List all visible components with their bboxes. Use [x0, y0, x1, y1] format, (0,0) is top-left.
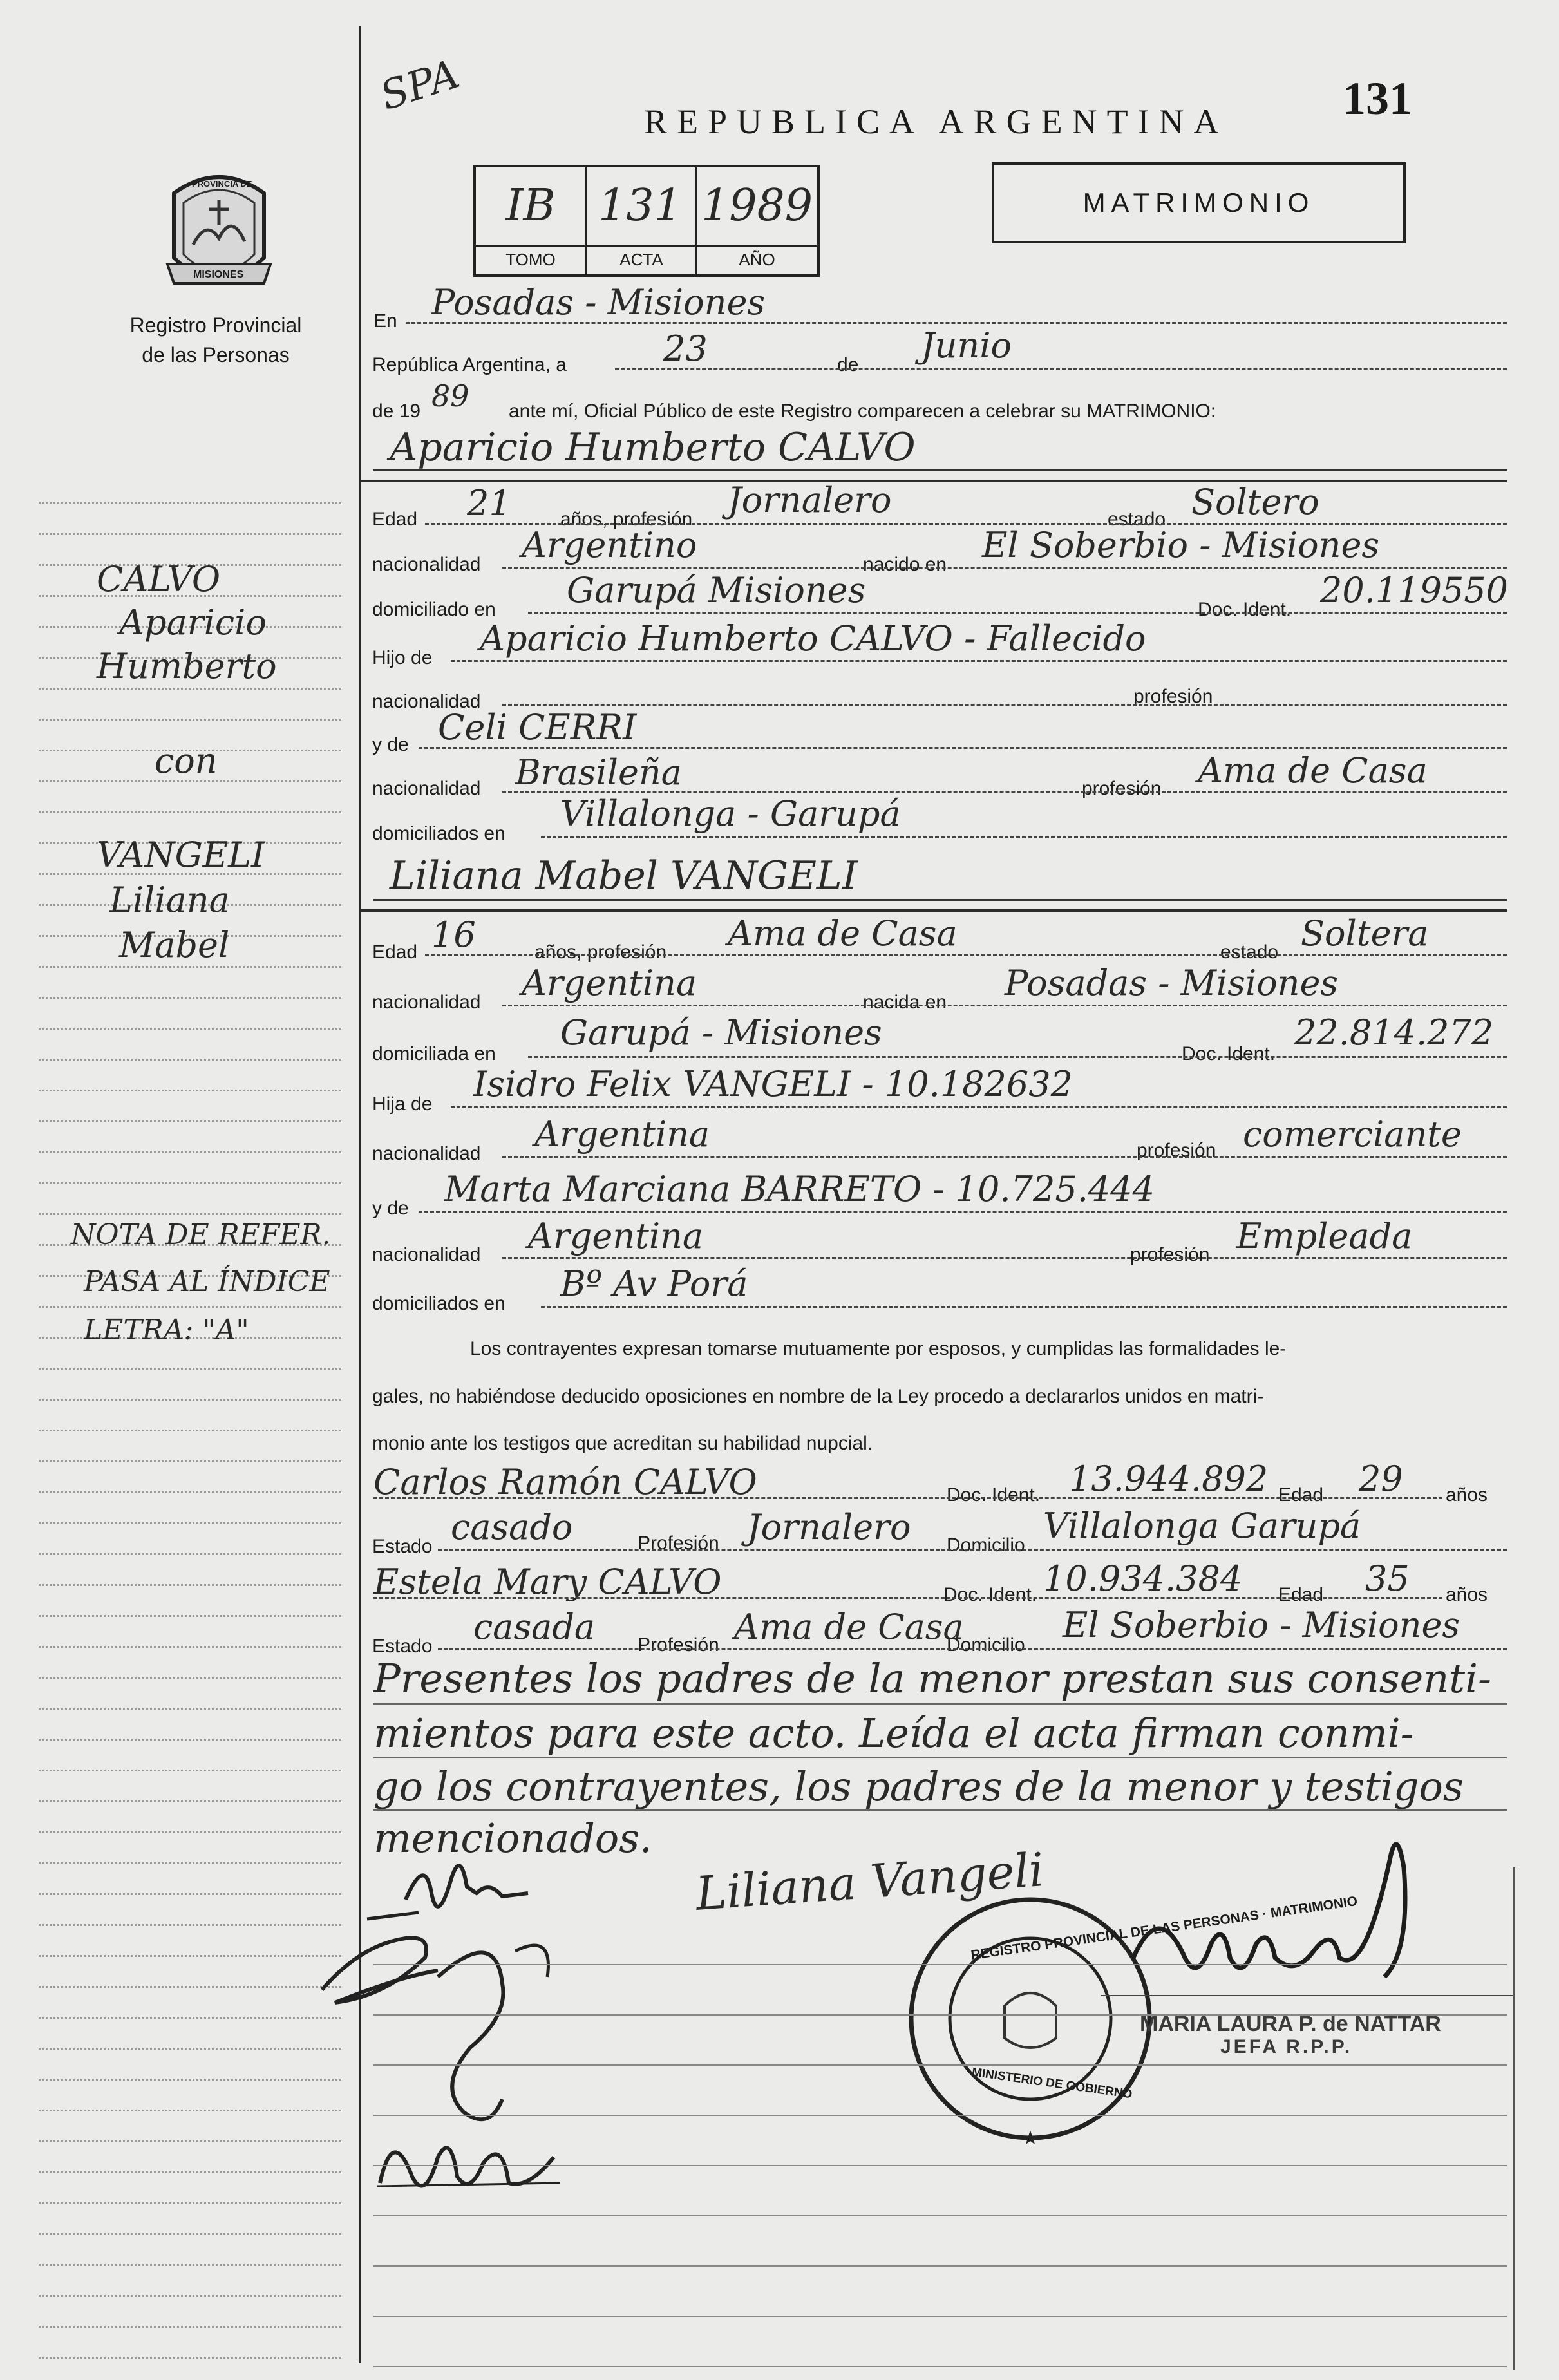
fill-line: [406, 322, 1507, 324]
section-separator: [361, 480, 1507, 482]
margin-rule: [39, 1028, 341, 1030]
label-nacionalidad: nacionalidad: [372, 691, 481, 712]
margin-rule: [39, 1491, 341, 1493]
margin-wife-surname: VANGELI: [97, 835, 265, 875]
groom-mother-nationality: Brasileña: [515, 752, 682, 793]
margin-rule: [39, 1708, 341, 1710]
fill-line: [502, 1257, 1507, 1259]
groom-parents-domicile: Villalonga - Garupá: [560, 793, 901, 834]
seal-upper-text: PROVINCIA DE: [192, 179, 252, 189]
groom-civil-state: Soltero: [1191, 482, 1319, 522]
ano-label: AÑO: [739, 250, 775, 269]
fill-line: [451, 660, 1507, 662]
margin-rule: [39, 1213, 341, 1215]
body-rule: [373, 2014, 1507, 2016]
acta-value: 131: [598, 180, 682, 231]
label-nacionalidad: nacionalidad: [372, 1143, 481, 1164]
day-value: 23: [663, 328, 708, 369]
fill-line: [373, 469, 1507, 471]
fill-line: [528, 1056, 1507, 1058]
margin-rule: [39, 1522, 341, 1524]
registry-name-line2: de las Personas: [142, 343, 290, 366]
notes-line2: mientos para este acto. Leída el acta firman conmi-: [373, 1710, 1414, 1757]
label-nacionalidad: nacionalidad: [372, 778, 481, 799]
tomo-value: IB: [505, 180, 556, 231]
label-domiciliada-en: domiciliada en: [372, 1043, 496, 1064]
margin-rule: [39, 1306, 341, 1308]
label-profesion: Profesión: [638, 1634, 719, 1656]
label-comparecen: ante mí, Oficial Público de este Registro comparecen a celebrar su MATRIMONIO:: [509, 401, 1216, 422]
margin-rule: [39, 1553, 341, 1555]
witness2-state: casada: [473, 1607, 596, 1647]
label-y-de: y de: [372, 1198, 409, 1219]
margin-wife-name1: Liliana: [109, 880, 230, 920]
margin-rule: [39, 719, 341, 721]
body-rule: [373, 2064, 1507, 2066]
fill-line: [502, 567, 1507, 569]
margin-rule: [39, 1399, 341, 1401]
body-rule: [373, 2115, 1507, 2116]
label-profesion: Profesión: [638, 1533, 719, 1554]
margin-rule: [39, 2202, 341, 2204]
place-value: Posadas - Misiones: [431, 282, 766, 323]
statement-line1: Los contrayentes expresan tomarse mutuamente por esposos, y cumplidas las formalidades le-: [470, 1338, 1287, 1359]
body-rule: [373, 1964, 1507, 1965]
margin-rule: [39, 1893, 341, 1895]
fill-line: [373, 1597, 1442, 1599]
fill-line: [1101, 1995, 1513, 1996]
country-title: REPUBLICA ARGENTINA: [644, 102, 1229, 141]
margin-rule: [39, 1151, 341, 1153]
groom-name: Aparicio Humberto CALVO: [390, 425, 916, 470]
statement-line2: gales, no habiéndose deducido oposiciones en nombre de la Ley procedo a declararlos unidos en matri-: [372, 1386, 1264, 1407]
margin-rule: [39, 2140, 341, 2142]
year-suffix: 89: [431, 379, 469, 413]
fill-line: [373, 1703, 1507, 1705]
bride-father-nationality: Argentina: [534, 1114, 710, 1155]
bride-age: 16: [431, 914, 476, 955]
label-estado: estado: [1108, 509, 1166, 530]
fill-line: [373, 899, 1507, 901]
label-edad: Edad: [1278, 1484, 1324, 1506]
groom-mother: Celi CERRI: [438, 707, 637, 748]
label-edad: Edad: [372, 509, 418, 530]
label-nacionalidad: nacionalidad: [372, 554, 481, 575]
label-hija-de: Hija de: [372, 1093, 433, 1115]
label-domiciliado-en: domiciliado en: [372, 599, 496, 620]
label-domiciliados-en: domiciliados en: [372, 1293, 505, 1314]
statement-line3: monio ante los testigos que acreditan su habilidad nupcial.: [372, 1433, 873, 1454]
doc-type-box: [992, 162, 1406, 243]
fill-line: [419, 1211, 1507, 1213]
right-edge-rule: [1513, 1867, 1515, 2370]
witness2-name: Estela Mary CALVO: [373, 1562, 722, 1602]
ref-number-box: [473, 165, 820, 277]
label-doc-ident: Doc. Ident.: [947, 1484, 1041, 1506]
margin-rule: [39, 1924, 341, 1926]
acta-label: ACTA: [619, 250, 663, 269]
margin-rule: [39, 1059, 341, 1061]
fill-line: [438, 1648, 1507, 1650]
official-title: JEFA R.P.P.: [1220, 2036, 1353, 2057]
witness1-domicile: Villalonga Garupá: [1043, 1506, 1361, 1546]
registry-name-line1: Registro Provincial: [129, 314, 302, 337]
groom-age: 21: [467, 483, 511, 524]
label-doc-ident: Doc. Ident.: [1198, 599, 1292, 620]
stamp-inner-text: MINISTERIO DE GOBIERNO: [970, 2065, 1133, 2102]
margin-rule: [39, 1430, 341, 1431]
margin-rule: [39, 2264, 341, 2266]
margin-rule: [39, 1955, 341, 1957]
fill-line: [419, 747, 1507, 749]
bride-domicile: Garupá - Misiones: [560, 1012, 882, 1053]
bride-mother-nationality: Argentina: [528, 1216, 704, 1256]
witness1-name: Carlos Ramón CALVO: [373, 1462, 757, 1502]
margin-rule: [39, 1090, 341, 1091]
witness1-state: casado: [451, 1507, 573, 1547]
margin-note-line1: NOTA DE REFER.: [71, 1218, 331, 1251]
label-profesion: profesión: [1133, 686, 1213, 707]
official-name: MARIA LAURA P. de NATTAR: [1140, 2012, 1441, 2036]
witness2-profession: Ama de Casa: [734, 1607, 964, 1647]
bride-profession: Ama de Casa: [728, 913, 958, 954]
label-anos: años: [1446, 1484, 1488, 1506]
label-anos: años: [1446, 1584, 1488, 1605]
official-signature: [1120, 1829, 1481, 2035]
label-edad: Edad: [1278, 1584, 1324, 1605]
fill-line: [425, 954, 1507, 956]
groom-doc: 20.119550: [1320, 570, 1509, 610]
bride-parents-domicile: Bº Av Porá: [560, 1263, 748, 1304]
margin-wife-name2: Mabel: [119, 925, 230, 965]
margin-rule: [39, 2171, 341, 2173]
margin-note-line2: PASA AL ÍNDICE: [84, 1265, 330, 1298]
margin-rule: [39, 1677, 341, 1679]
bride-doc: 22.814.272: [1294, 1012, 1494, 1053]
fill-line: [528, 612, 1507, 614]
witness-signature: [373, 2119, 580, 2209]
margin-rule: [39, 2079, 341, 2081]
fill-line: [615, 368, 1507, 370]
label-domiciliados-en: domiciliados en: [372, 823, 505, 844]
margin-husband-surname: CALVO: [97, 559, 221, 600]
margin-rule: [39, 2295, 341, 2297]
margin-rule: [39, 997, 341, 999]
label-profesion: profesión: [1137, 1140, 1216, 1161]
label-hijo-de: Hijo de: [372, 647, 433, 668]
label-de19: de 19: [372, 401, 421, 422]
page-number: 131: [1343, 73, 1412, 124]
notes-line3: go los contrayentes, los padres de la menor y testigos: [373, 1763, 1464, 1810]
bride-father: Isidro Felix VANGELI - 10.182632: [473, 1064, 1073, 1104]
label-nacida-en: nacida en: [863, 992, 947, 1013]
seal-lower-text: MISIONES: [193, 269, 244, 280]
margin-husband-name2: Humberto: [97, 646, 277, 686]
margin-rule: [39, 502, 341, 504]
bride-mother: Marta Marciana BARRETO - 10.725.444: [444, 1169, 1155, 1209]
witness2-age: 35: [1365, 1558, 1410, 1599]
label-nacionalidad: nacionalidad: [372, 992, 481, 1013]
margin-rule: [39, 1120, 341, 1122]
label-y-de: y de: [372, 734, 409, 755]
margin-rule: [39, 1460, 341, 1462]
fill-line: [502, 704, 1507, 706]
label-domicilio: Domicilio: [947, 1535, 1025, 1556]
witness2-domicile: El Soberbio - Misiones: [1063, 1605, 1460, 1645]
svg-text:★: ★: [1021, 2128, 1039, 2148]
bride-civil-state: Soltera: [1301, 913, 1429, 954]
margin-rule: [39, 688, 341, 690]
label-de: de: [837, 354, 859, 375]
margin-rule: [39, 1986, 341, 1988]
margin-rule: [39, 533, 341, 535]
fill-line: [502, 1005, 1507, 1006]
fill-line: [373, 1809, 1507, 1811]
groom-domicile: Garupá Misiones: [567, 570, 866, 610]
notes-line4: mencionados.: [373, 1815, 652, 1862]
section-separator: [361, 909, 1507, 912]
fill-line: [438, 1549, 1507, 1551]
bride-name: Liliana Mabel VANGELI: [390, 853, 858, 898]
groom-nationality: Argentino: [522, 525, 697, 565]
body-rule: [373, 2316, 1507, 2317]
fill-line: [502, 1156, 1507, 1158]
margin-rule: [39, 1368, 341, 1370]
margin-rule: [39, 1831, 341, 1833]
groom-mother-profession: Ama de Casa: [1198, 750, 1428, 791]
margin-rule: [39, 1646, 341, 1648]
body-rule: [373, 2165, 1507, 2166]
bride-nationality: Argentina: [522, 963, 697, 1003]
margin-rule: [39, 811, 341, 813]
fill-line: [373, 1497, 1442, 1499]
label-anos-profesion: años, profesión: [560, 509, 693, 530]
groom-born-in: El Soberbio - Misiones: [982, 525, 1380, 565]
bride-father-profession: comerciante: [1243, 1114, 1462, 1155]
ano-value: 1989: [701, 180, 813, 231]
body-rule: [373, 2366, 1507, 2367]
margin-rule: [39, 2110, 341, 2111]
witness1-doc: 13.944.892: [1069, 1459, 1269, 1499]
fill-line: [502, 791, 1507, 793]
margin-rule: [39, 2017, 341, 2019]
fill-line: [451, 1106, 1507, 1108]
margin-rule: [39, 2233, 341, 2235]
witness1-age: 29: [1359, 1459, 1403, 1499]
body-rule: [373, 2215, 1507, 2216]
fill-line: [541, 1306, 1507, 1308]
margin-rule: [39, 1615, 341, 1617]
fill-line: [541, 836, 1507, 838]
label-doc-ident: Doc. Ident.: [1182, 1043, 1276, 1064]
witness1-profession: Jornalero: [747, 1507, 911, 1547]
label-en: En: [373, 310, 397, 332]
margin-note-line3: LETRA: "A": [84, 1314, 249, 1346]
tomo-label: TOMO: [505, 250, 556, 269]
witness2-doc: 10.934.384: [1043, 1558, 1243, 1599]
fill-line: [373, 1757, 1507, 1758]
label-edad: Edad: [372, 941, 418, 963]
margin-con: con: [155, 741, 218, 781]
label-profesion: profesión: [1082, 778, 1162, 799]
margin-rule: [39, 2326, 341, 2328]
margin-rule: [39, 1182, 341, 1184]
margin-rule: [39, 2357, 341, 2359]
margin-rule: [39, 2048, 341, 2050]
body-rule: [373, 2265, 1507, 2267]
margin-rule: [39, 1584, 341, 1586]
label-estado: Estado: [372, 1636, 433, 1657]
stamp-ring-text: REGISTRO PROVINCIAL DE LAS PERSONAS · MATRIMONIO: [970, 1893, 1359, 1963]
provincial-seal: [155, 167, 283, 303]
bride-signature: Liliana Vangeli: [694, 1842, 1046, 1921]
box-divider: [476, 245, 817, 247]
label-estado: estado: [1220, 941, 1279, 963]
groom-father: Aparicio Humberto CALVO - Fallecido: [480, 618, 1146, 659]
margin-rule: [39, 1770, 341, 1771]
label-nacido-en: nacido en: [863, 554, 947, 575]
doc-type-label: MATRIMONIO: [1082, 187, 1315, 218]
corner-initials: SPA: [374, 50, 465, 120]
margin-husband-name1: Aparicio: [119, 602, 267, 643]
label-estado: Estado: [372, 1536, 433, 1557]
label-domicilio: Domicilio: [947, 1634, 1025, 1656]
label-nacionalidad: nacionalidad: [372, 1244, 481, 1265]
bride-mother-profession: Empleada: [1236, 1216, 1413, 1256]
margin-rule: [39, 1739, 341, 1741]
label-anos-profesion: años, profesión: [534, 941, 667, 963]
label-doc-ident: Doc. Ident.: [943, 1584, 1037, 1605]
label-profesion: profesión: [1130, 1244, 1210, 1265]
margin-rule: [39, 1800, 341, 1802]
bride-born-in: Posadas - Misiones: [1005, 963, 1339, 1003]
label-republica: República Argentina, a: [372, 354, 567, 375]
month-value: Junio: [921, 325, 1012, 366]
notes-line1: Presentes los padres de la menor prestan sus consenti-: [373, 1655, 1491, 1702]
margin-rule: [39, 1862, 341, 1864]
margin-rule: [39, 966, 341, 968]
groom-profession: Jornalero: [728, 480, 892, 520]
